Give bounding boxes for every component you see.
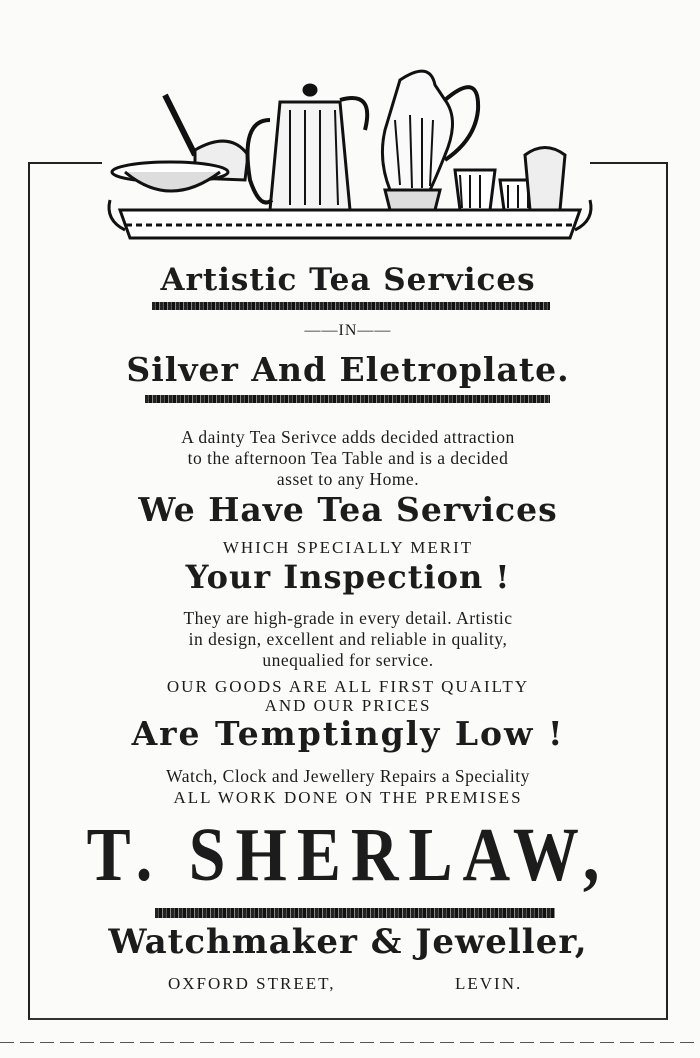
proprietor-underline (155, 908, 555, 918)
intro-line-3: asset to any Home. (276, 469, 420, 489)
goods-line-1: OUR GOODS ARE ALL FIRST QUAILTY (166, 677, 530, 696)
address-town: LEVIN. (455, 974, 523, 993)
cups (455, 148, 565, 211)
temptingly-low: Are Temptingly Low ! (131, 714, 565, 753)
intro-line-2: to the afternoon Tea Table and is a decided (187, 448, 509, 468)
which-merit: WHICH SPECIALLY MERIT (222, 538, 474, 557)
quality-line-3: unequalied for service. (262, 650, 434, 670)
headline-underline (152, 302, 550, 310)
tea-services-heading: We Have Tea Services (138, 490, 558, 529)
goods-line-2: AND OUR PRICES (264, 696, 432, 715)
repairs-line-2: ALL WORK DONE ON THE PREMISES (173, 788, 523, 807)
quality-line-2: in design, excellent and reliable in quality, (188, 629, 508, 649)
in-text: ——IN—— (304, 322, 392, 339)
quality-line-1: They are high-grade in every detail. Artistic (183, 608, 513, 628)
repairs-line-1: Watch, Clock and Jewellery Repairs a Speciality (166, 766, 530, 786)
subheadline-underline (145, 395, 550, 403)
headline: Artistic Tea Services (160, 262, 536, 298)
coffee-pot (248, 85, 368, 210)
page-bottom-rule (0, 1042, 700, 1043)
subheadline: Silver And Eletroplate. (126, 350, 570, 389)
spoon-and-sugar-bowl (112, 95, 248, 191)
trade-line: Watchmaker & Jeweller, (108, 922, 588, 962)
your-inspection: Your Inspection ! (185, 558, 511, 596)
proprietor-name: T. SHERLAW, (86, 813, 610, 898)
address-street: OXFORD STREET, (168, 974, 336, 993)
tea-service-tray-illustration (100, 60, 600, 250)
intro-line-1: A dainty Tea Serivce adds decided attraction (181, 427, 515, 447)
